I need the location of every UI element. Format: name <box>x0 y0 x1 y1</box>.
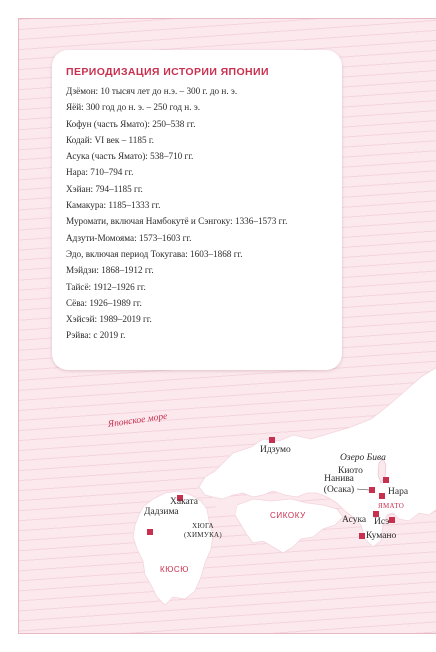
region-hyuga: ХЮГА (ХИМУКА) <box>183 522 223 539</box>
period-item-azuchi-momoyama: Адзути-Момояма: 1573–1603 гг. <box>66 232 192 243</box>
period-item-kodai: Кодай: VI век – 1185 г. <box>66 134 154 145</box>
periodization-card <box>52 50 342 370</box>
place-dazaifu: Дадзима <box>144 507 179 517</box>
lake-biwa-label: Озеро Бива <box>340 453 386 463</box>
period-item-nara: Нара: 710–794 гг. <box>66 167 134 178</box>
place-ise: Исэ <box>374 517 390 527</box>
period-item-showa: Сёва: 1926–1989 гг. <box>66 297 142 308</box>
period-item-muromachi: Муромати, включая Намбокутё и Сэнгоку: 1336–1573 гг. <box>66 216 288 227</box>
marker-nara <box>379 493 385 499</box>
place-hakata: Хаката <box>170 497 199 507</box>
period-item-edo: Эдо, включая период Токугава: 1603–1868 гг. <box>66 248 243 259</box>
period-list <box>66 83 328 344</box>
period-item-heisei: Хэйсэй: 1989–2019 гг. <box>66 314 152 325</box>
period-item-yayoi: Яёй: 300 год до н. э. – 250 год н. э. <box>66 102 201 113</box>
marker-naniwa <box>369 487 375 493</box>
marker-kumano <box>359 533 365 539</box>
marker-dazaifu <box>147 529 153 535</box>
inland-sea <box>213 499 237 515</box>
island-shikoku: СИКОКУ <box>270 511 306 520</box>
place-naniwa: Нанива (Осака) <box>323 474 355 495</box>
place-kyoto: Киото <box>338 466 363 476</box>
shikoku-landmass <box>235 499 343 553</box>
period-item-asuka: Асука (часть Ямато): 538–710 гг. <box>66 151 194 162</box>
region-yamato: ЯМАТО <box>378 502 405 510</box>
period-item-taisho: Тайсё: 1912–1926 гг. <box>66 281 146 292</box>
place-nara: Нара <box>388 487 409 497</box>
marker-kyoto <box>383 477 389 483</box>
period-item-kamakura: Камакура: 1185–1333 гг. <box>66 200 161 211</box>
place-kumano: Кумано <box>366 531 397 541</box>
place-izumo: Идзумо <box>260 445 291 455</box>
card-title: ПЕРИОДИЗАЦИЯ ИСТОРИИ ЯПОНИИ <box>66 66 269 78</box>
marker-ise <box>389 517 395 523</box>
sea-label: Японское море <box>107 411 169 430</box>
marker-izumo <box>269 437 275 443</box>
period-item-heian: Хэйан: 794–1185 гг. <box>66 183 143 194</box>
period-item-reiwa: Рэйва: с 2019 г. <box>66 330 126 341</box>
period-item-kofun: Кофун (часть Ямато): 250–538 гг. <box>66 118 196 129</box>
island-kyushu: КЮСЮ <box>160 565 189 574</box>
place-asuka: Асука <box>342 515 367 525</box>
period-item-jomon: Дзёмон: 10 тысяч лет до н.э. – 300 г. до н. э. <box>66 86 238 96</box>
period-item-meiji: Мэйдзи: 1868–1912 гг. <box>66 265 154 276</box>
